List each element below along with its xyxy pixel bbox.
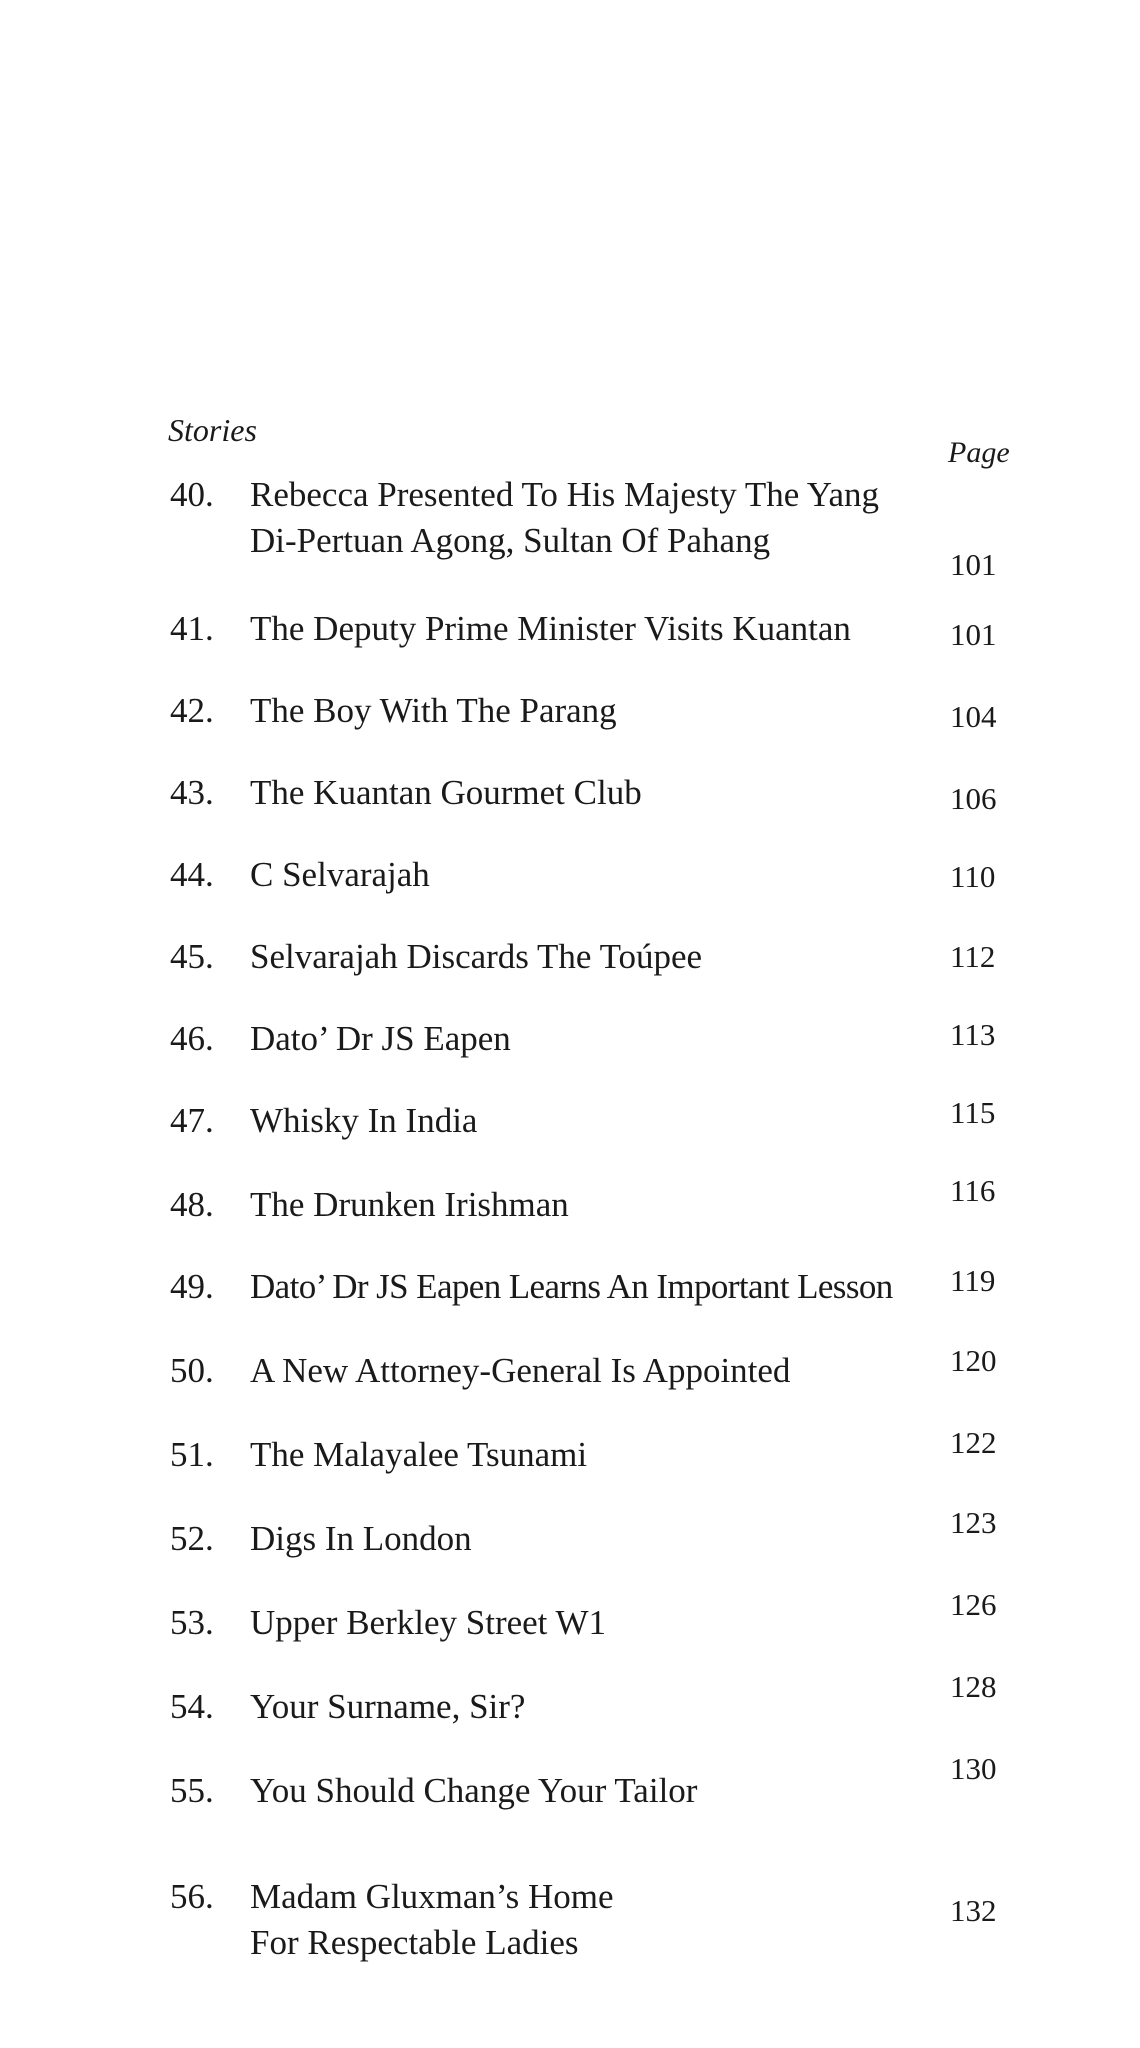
entry-number: 40. — [170, 475, 214, 514]
entry-title-line: Dato’ Dr JS Eapen Learns An Important Lesson — [250, 1267, 893, 1306]
entry-title-line: Your Surname, Sir? — [250, 1687, 526, 1726]
entry-number: 42. — [170, 691, 214, 730]
entry-page-number: 101 — [950, 617, 997, 652]
entry-title-line: Rebecca Presented To His Majesty The Yang — [250, 475, 880, 514]
entry-number: 50. — [170, 1351, 214, 1390]
entry-title — [250, 1600, 950, 1646]
entry-title — [250, 1874, 950, 1966]
entry-page-number: 128 — [950, 1669, 997, 1704]
entry-title-line: The Kuantan Gourmet Club — [250, 773, 642, 812]
entry-page-number: 101 — [950, 547, 997, 582]
entry-number: 52. — [170, 1519, 214, 1558]
entry-title — [250, 1182, 950, 1228]
entry-page-number: 106 — [950, 781, 997, 816]
entry-page-number: 115 — [950, 1095, 996, 1130]
entry-title-line: Madam Gluxman’s Home — [250, 1877, 614, 1916]
entry-number: 41. — [170, 609, 214, 648]
entry-title — [250, 770, 950, 816]
entry-number: 43. — [170, 773, 214, 812]
entry-title-line: Upper Berkley Street W1 — [250, 1603, 607, 1642]
entry-title — [250, 1016, 950, 1062]
entry-title — [250, 1684, 950, 1730]
entry-title-line: C Selvarajah — [250, 855, 430, 894]
entry-title — [250, 1768, 950, 1814]
entry-title — [250, 934, 950, 980]
entry-page-number: 130 — [950, 1751, 997, 1786]
entry-title-line: For Respectable Ladies — [250, 1923, 579, 1962]
entry-number: 51. — [170, 1435, 214, 1474]
entry-title-line: The Drunken Irishman — [250, 1185, 569, 1224]
entry-page-number: 122 — [950, 1425, 997, 1460]
page-column-heading: Page — [948, 436, 1010, 469]
entry-title-line: Di-Pertuan Agong, Sultan Of Pahang — [250, 521, 771, 560]
entry-number: 49. — [170, 1267, 214, 1306]
entry-title — [250, 688, 950, 734]
entry-title-line: You Should Change Your Tailor — [250, 1771, 698, 1810]
entry-page-number: 110 — [950, 859, 996, 894]
entry-number: 48. — [170, 1185, 214, 1224]
entry-title-line: Whisky In India — [250, 1101, 478, 1140]
entry-number: 54. — [170, 1687, 214, 1726]
entry-page-number: 112 — [950, 939, 996, 974]
entry-title — [250, 1348, 950, 1394]
entry-number: 53. — [170, 1603, 214, 1642]
entry-title — [250, 606, 950, 652]
entry-number: 47. — [170, 1101, 214, 1140]
entry-title — [250, 1098, 950, 1144]
entry-page-number: 113 — [950, 1017, 996, 1052]
entry-title — [250, 1516, 950, 1562]
entry-title-line: The Deputy Prime Minister Visits Kuantan — [250, 609, 851, 648]
entry-page-number: 132 — [950, 1893, 997, 1928]
entry-title-line: Digs In London — [250, 1519, 472, 1558]
entry-page-number: 116 — [950, 1173, 996, 1208]
entry-page-number: 119 — [950, 1263, 996, 1298]
entry-title — [250, 852, 950, 898]
entry-title-line: Dato’ Dr JS Eapen — [250, 1019, 511, 1058]
entry-number: 56. — [170, 1877, 214, 1916]
entry-title — [250, 472, 950, 564]
entry-number: 44. — [170, 855, 214, 894]
entry-number: 45. — [170, 937, 214, 976]
entry-title-line: A New Attorney-General Is Appointed — [250, 1351, 791, 1390]
entry-title-line: The Boy With The Parang — [250, 691, 617, 730]
entry-title-line: Selvarajah Discards The Toúpee — [250, 937, 703, 976]
entry-page-number: 126 — [950, 1587, 997, 1622]
entry-title — [250, 1264, 960, 1310]
entry-number: 46. — [170, 1019, 214, 1058]
entry-title — [250, 1432, 950, 1478]
entry-page-number: 123 — [950, 1505, 997, 1540]
entry-title-line: The Malayalee Tsunami — [250, 1435, 588, 1474]
entry-number: 55. — [170, 1771, 214, 1810]
entry-page-number: 104 — [950, 699, 997, 734]
entry-page-number: 120 — [950, 1343, 997, 1378]
stories-heading: Stories — [168, 412, 257, 448]
